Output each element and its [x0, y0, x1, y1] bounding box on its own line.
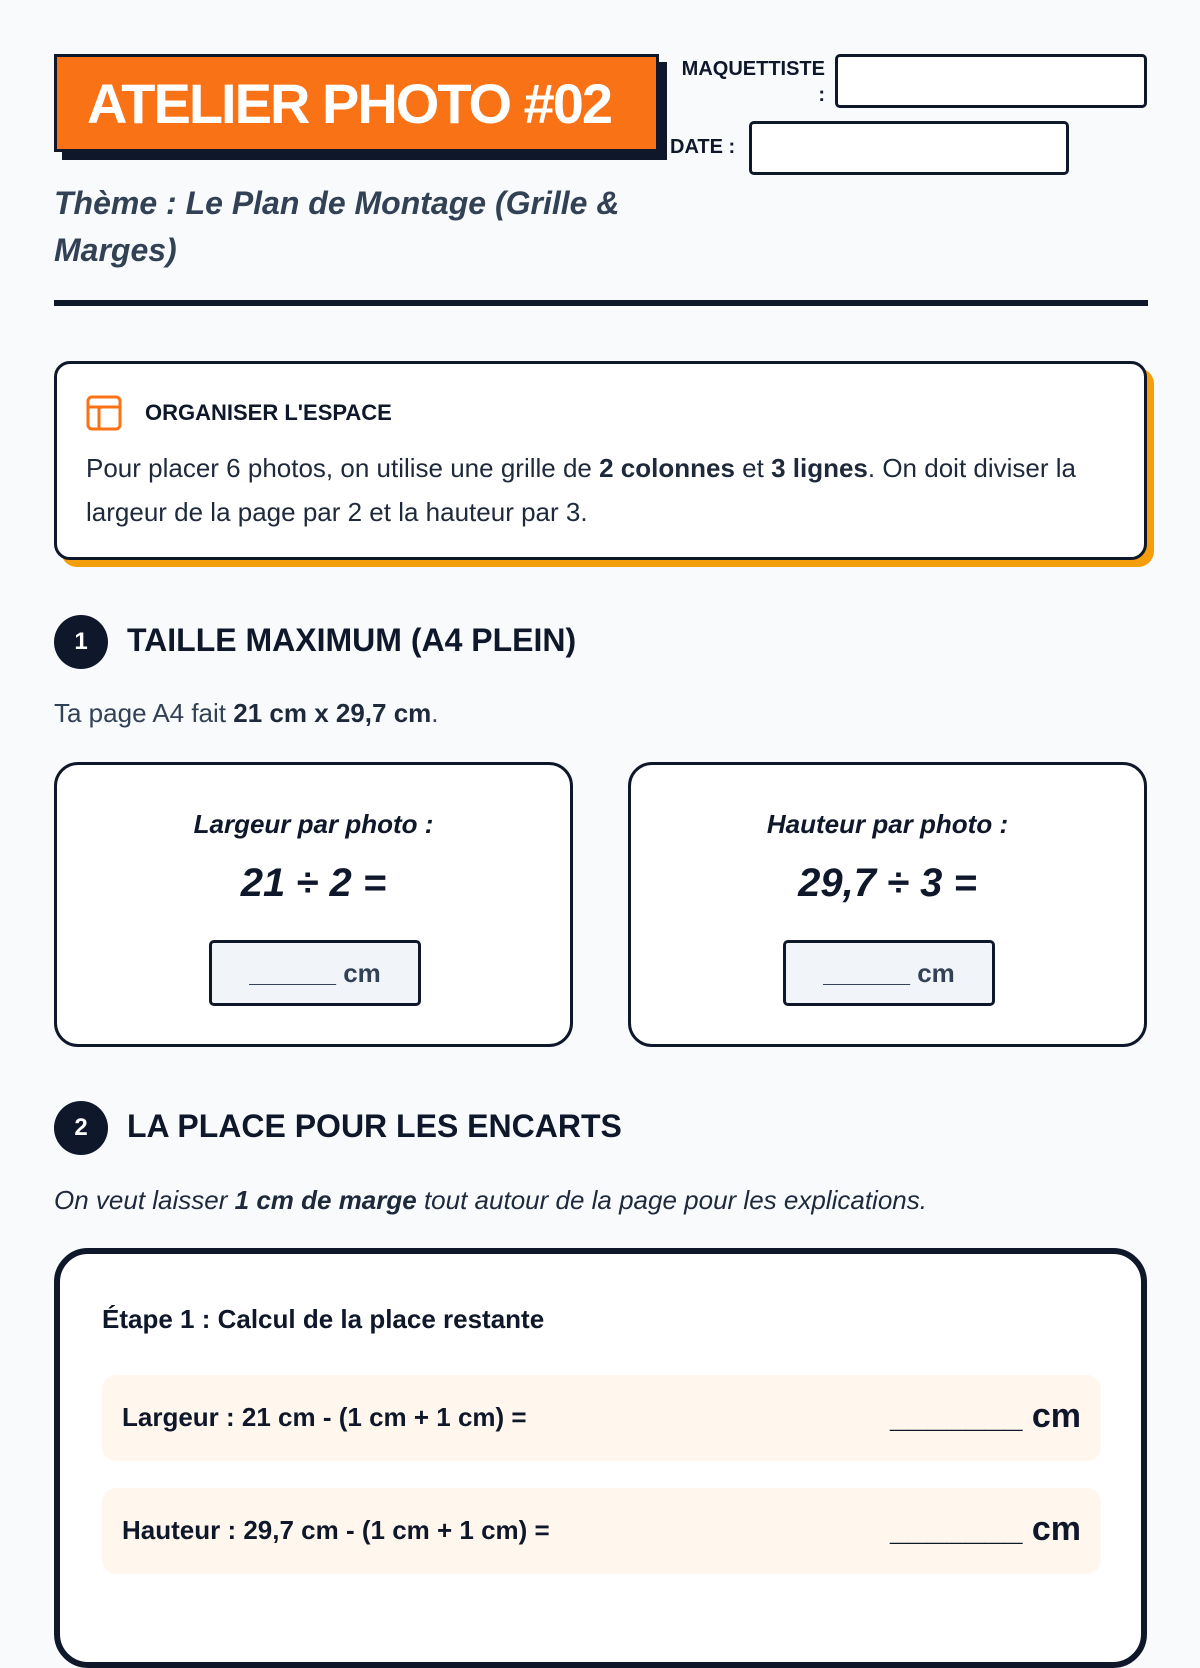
card-label: Largeur par photo :	[193, 809, 434, 839]
layout-icon	[86, 395, 122, 431]
maquettiste-label-text: MAQUETTISTE	[681, 58, 825, 80]
card-formula: 21 ÷ 2 =	[240, 861, 387, 905]
intro-bold: 21 cm x 29,7 cm	[233, 698, 432, 728]
step-title: Étape 1 : Calcul de la place restante	[102, 1304, 545, 1334]
intro-text: On veut laisser	[54, 1185, 235, 1215]
info-box	[54, 361, 1147, 560]
section-title: LA PLACE POUR LES ENCARTS	[127, 1108, 622, 1144]
answer-box[interactable]: ______ cm	[209, 940, 421, 1006]
info-text-bold: 3 lignes	[771, 453, 868, 483]
maquettiste-label	[680, 56, 825, 108]
section-number: 2	[54, 1101, 108, 1155]
info-text-part: Pour placer 6 photos, on utilise une grille de	[86, 453, 600, 483]
header-divider	[54, 300, 1148, 306]
maquettiste-field[interactable]	[835, 54, 1147, 108]
title-badge	[54, 54, 659, 152]
card-formula: 29,7 ÷ 3 =	[798, 861, 977, 905]
info-text-part: et	[734, 453, 772, 483]
margin-calc-box	[54, 1248, 1147, 1668]
answer-box[interactable]: ______ cm	[783, 940, 995, 1006]
date-field[interactable]	[749, 121, 1069, 175]
info-heading: ORGANISER L'ESPACE	[145, 400, 392, 425]
section-title: TAILLE MAXIMUM (A4 PLEIN)	[127, 622, 577, 658]
section-intro	[54, 1185, 927, 1216]
page-title: ATELIER PHOTO #02	[87, 72, 612, 135]
intro-bold: 1 cm de marge	[234, 1185, 417, 1215]
maquettiste-label-colon: :	[818, 84, 825, 106]
answer-blank[interactable]: _______ cm	[890, 1510, 1081, 1548]
calc-card-height	[628, 762, 1147, 1047]
intro-text: .	[431, 698, 439, 728]
intro-text: tout autour de la page pour les explications.	[416, 1185, 927, 1215]
section-number: 1	[54, 615, 108, 669]
info-text	[86, 446, 1116, 534]
info-text-bold: 2 colonnes	[599, 453, 735, 483]
info-text-part: . On doit diviser la largeur de la page par 2 et la hauteur par 3.	[86, 453, 1076, 527]
calc-card-width	[54, 762, 573, 1047]
date-label: DATE :	[670, 136, 736, 158]
answer-blank[interactable]: _______ cm	[890, 1397, 1081, 1435]
calc-row	[102, 1488, 1101, 1574]
calc-row	[102, 1375, 1101, 1461]
card-label: Hauteur par photo :	[766, 809, 1009, 839]
row-equation: Hauteur : 29,7 cm - (1 cm + 1 cm) =	[122, 1515, 550, 1545]
row-equation: Largeur : 21 cm - (1 cm + 1 cm) =	[122, 1402, 527, 1432]
intro-text: Ta page A4 fait	[54, 698, 234, 728]
section-intro	[54, 698, 439, 729]
theme-subtitle: Thème : Le Plan de Montage (Grille & Marges)	[54, 185, 620, 268]
